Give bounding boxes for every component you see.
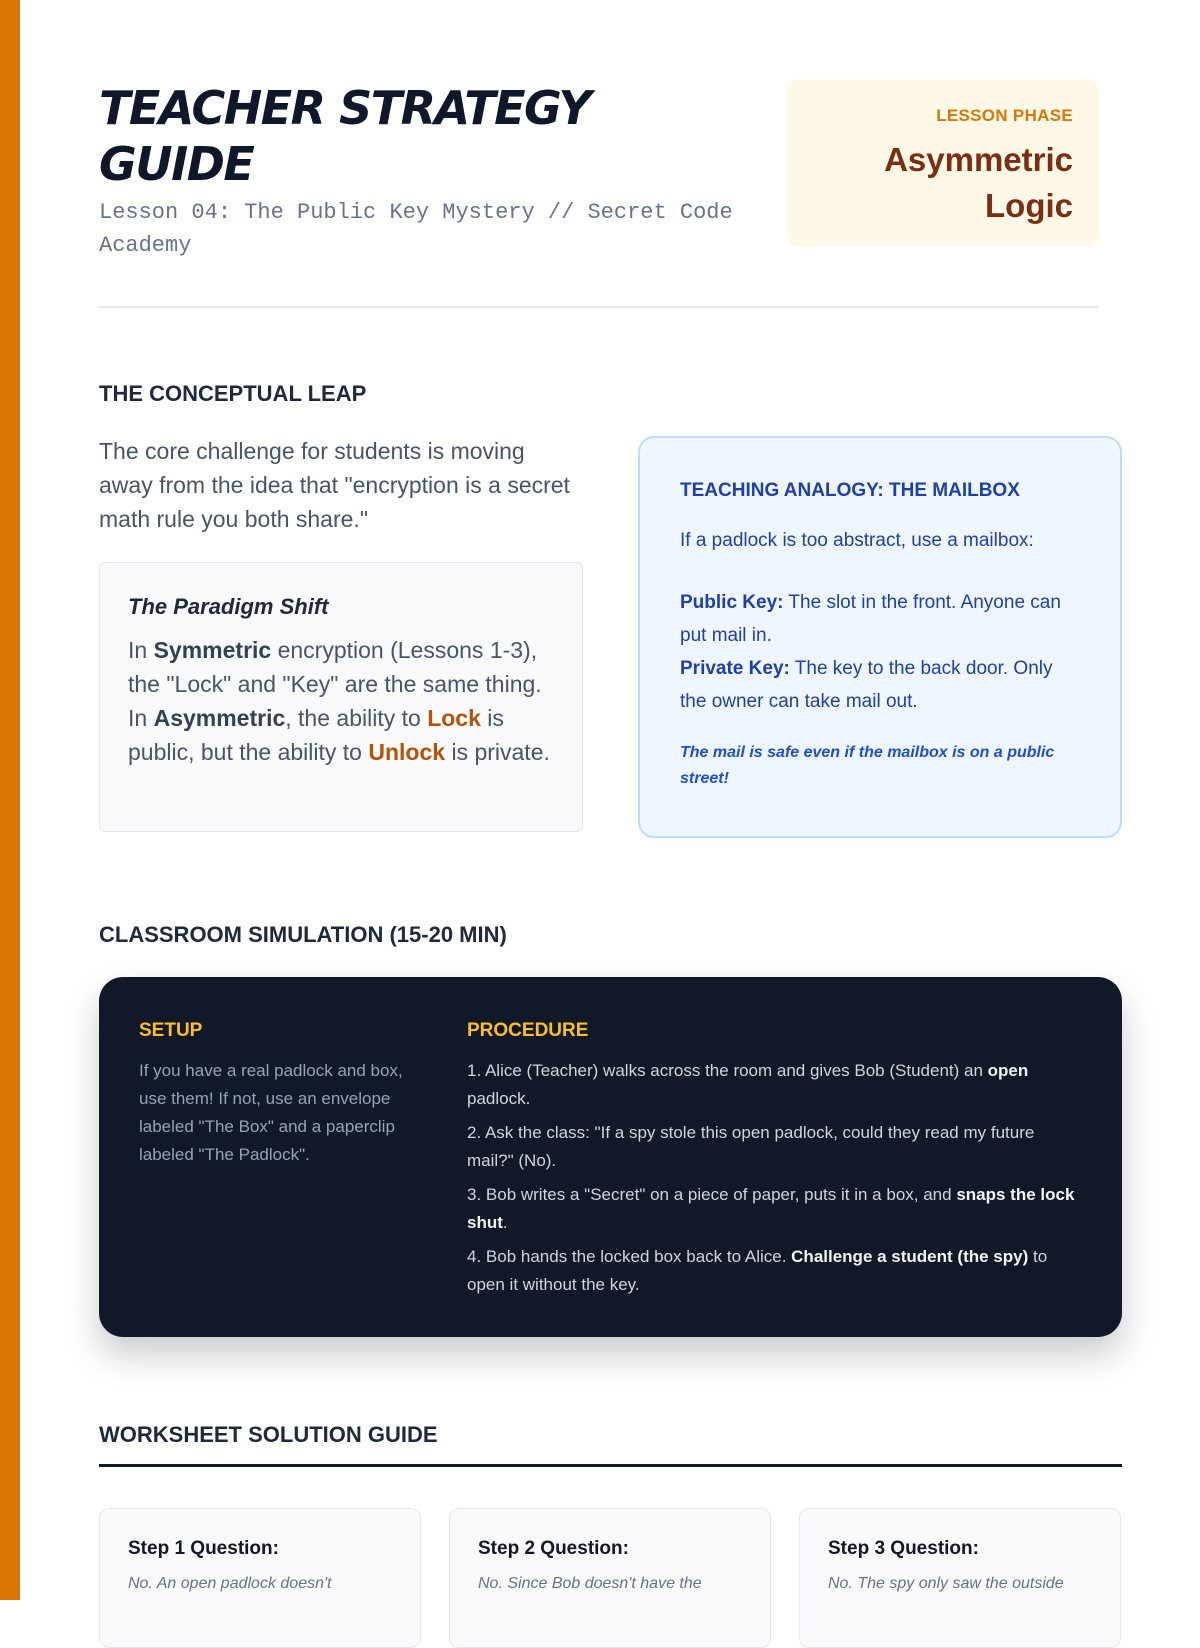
private-key-label: Private Key: [680,658,790,679]
shift-text: is private. [445,739,550,765]
procedure-text: 4. Bob hands the locked box back to Alice. [467,1247,792,1266]
paradigm-shift-card [99,562,583,832]
page-title: TEACHER STRATEGY GUIDE [99,81,591,191]
shift-text: encryption (Lessons 1-3), the "Lock" and "Key" are the same thing. In [128,637,542,731]
procedure-text: 3. Bob writes a "Secret" on a piece of paper, puts it in a box, and [467,1185,957,1204]
analogy-intro: If a padlock is too abstract, use a mailbox: [680,530,1034,551]
procedure-emphasis: open [987,1061,1029,1080]
shift-unlock-term: Unlock [368,739,446,765]
procedure-emphasis: Challenge a student (the spy) [791,1247,1029,1266]
worksheet-heading: WORKSHEET SOLUTION GUIDE [99,1422,438,1447]
shift-asymmetric-term: Asymmetric [153,705,286,731]
procedure-heading: PROCEDURE [467,1020,589,1041]
public-key-label: Public Key: [680,592,784,613]
shift-text: , the ability to [285,705,428,731]
step-answer: No. The spy only saw the outside [828,1575,1064,1592]
page-header [99,78,1099,302]
paradigm-shift-title: The Paradigm Shift [128,594,329,619]
step-1-card [99,1508,421,1648]
private-key-text: The key to the back door. Only the owner can take mail out. [680,658,1053,712]
procedure-text: padlock. [467,1089,531,1108]
step-answer: No. An open padlock doesn't [128,1575,332,1592]
procedure-step [467,1119,1079,1175]
step-3-card [799,1508,1121,1648]
mailbox-analogy-card [638,436,1122,838]
step-answer: No. Since Bob doesn't have the [478,1575,702,1592]
conceptual-leap-heading: THE CONCEPTUAL LEAP [99,381,367,406]
setup-heading: SETUP [139,1020,203,1041]
procedure-step [467,1181,1079,1237]
lesson-phase-box [787,79,1099,247]
page-subtitle: Lesson 04: The Public Key Mystery // Secret Code Academy [99,200,733,258]
shift-lock-term: Lock [427,705,481,731]
classroom-simulation-card [99,977,1122,1337]
simulation-heading: CLASSROOM SIMULATION (15-20 MIN) [99,922,507,947]
step-question: Step 3 Question: [828,1538,979,1559]
shift-symmetric-term: Symmetric [153,637,272,663]
analogy-title: TEACHING ANALOGY: THE MAILBOX [680,480,1020,501]
step-question: Step 2 Question: [478,1538,629,1559]
analogy-note: The mail is safe even if the mailbox is on a public street! [680,744,1055,787]
public-key-definition [680,586,1080,652]
setup-text: If you have a real padlock and box, use them! If not, use an envelope labeled "The Box" and a paperclip labeled "The Padlock". [139,1061,403,1164]
public-key-text: The slot in the front. Anyone can put mail in. [680,592,1061,646]
procedure-step [467,1243,1079,1299]
lesson-phase-label: LESSON PHASE [936,106,1073,125]
step-question: Step 1 Question: [128,1538,279,1559]
conceptual-intro: The core challenge for students is moving away from the idea that "encryption is a secret math rule you both share." [99,438,570,532]
accent-bar [0,0,20,1600]
procedure-list [467,1057,1079,1305]
procedure-emphasis: snaps the lock shut [467,1185,1075,1232]
shift-text: In [128,637,154,663]
procedure-text: to open it without the key. [467,1247,1048,1294]
procedure-step [467,1057,1079,1113]
worksheet-divider [99,1464,1122,1467]
procedure-text: . [502,1213,508,1232]
procedure-text: 2. Ask the class: "If a spy stole this open padlock, could they read my future mail?" (No). [467,1123,1035,1170]
procedure-text: 1. Alice (Teacher) walks across the room and gives Bob (Student) an [467,1061,988,1080]
private-key-definition [680,652,1080,718]
lesson-phase-title: Asymmetric Logic [884,141,1073,224]
step-2-card [449,1508,771,1648]
shift-text: is public, but the ability to [128,705,504,765]
header-divider [99,306,1099,308]
paradigm-shift-body [128,633,554,769]
